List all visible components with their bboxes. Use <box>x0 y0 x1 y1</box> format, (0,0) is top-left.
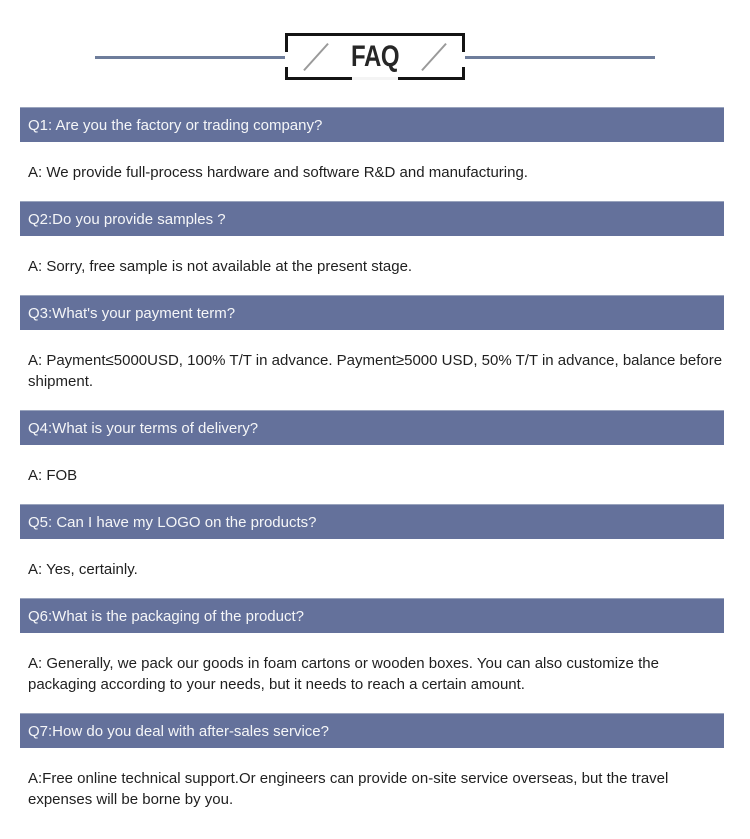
faq-item <box>20 598 724 695</box>
faq-item <box>20 295 724 392</box>
slash-icon <box>303 42 329 70</box>
faq-item <box>20 504 724 580</box>
faq-item <box>20 107 724 183</box>
title-box-border-gap <box>285 52 288 67</box>
faq-item <box>20 713 724 810</box>
answer-text: A:Free online technical support.Or engineers can provide on-site service overseas, but the travel expenses will be borne by you. <box>28 770 669 808</box>
answer-text: A: Generally, we pack our goods in foam cartons or wooden boxes. You can also customize the packaging according to your needs, but it needs to reach a certain amount. <box>28 655 659 693</box>
faq-title-box <box>285 33 465 80</box>
faq-header <box>0 0 750 107</box>
slash-icon <box>421 42 447 70</box>
title-box-border-gap <box>462 52 465 67</box>
question-bar: Q3:What's your payment term? <box>20 295 724 330</box>
question-bar: Q5: Can I have my LOGO on the products? <box>20 504 724 539</box>
question-bar: Q7:How do you deal with after-sales service? <box>20 713 724 748</box>
faq-list <box>20 107 724 810</box>
faq-section-title: FAQ <box>350 39 400 73</box>
answer-text: A: FOB <box>28 467 78 484</box>
answer-text: A: Yes, certainly. <box>28 561 138 578</box>
question-bar: Q1: Are you the factory or trading company? <box>20 107 724 142</box>
answer-text: A: We provide full-process hardware and software R&D and manufacturing. <box>28 164 528 181</box>
answer-text: A: Sorry, free sample is not available at the present stage. <box>28 258 413 275</box>
faq-item <box>20 410 724 486</box>
faq-item <box>20 201 724 277</box>
question-bar: Q6:What is the packaging of the product? <box>20 598 724 633</box>
question-bar: Q2:Do you provide samples ? <box>20 201 724 236</box>
title-box-border-gap <box>352 77 398 80</box>
answer-text: A: Payment≤5000USD, 100% T/T in advance. Payment≥5000 USD, 50% T/T in advance, balance before shipment. <box>28 352 723 390</box>
question-bar: Q4:What is your terms of delivery? <box>20 410 724 445</box>
